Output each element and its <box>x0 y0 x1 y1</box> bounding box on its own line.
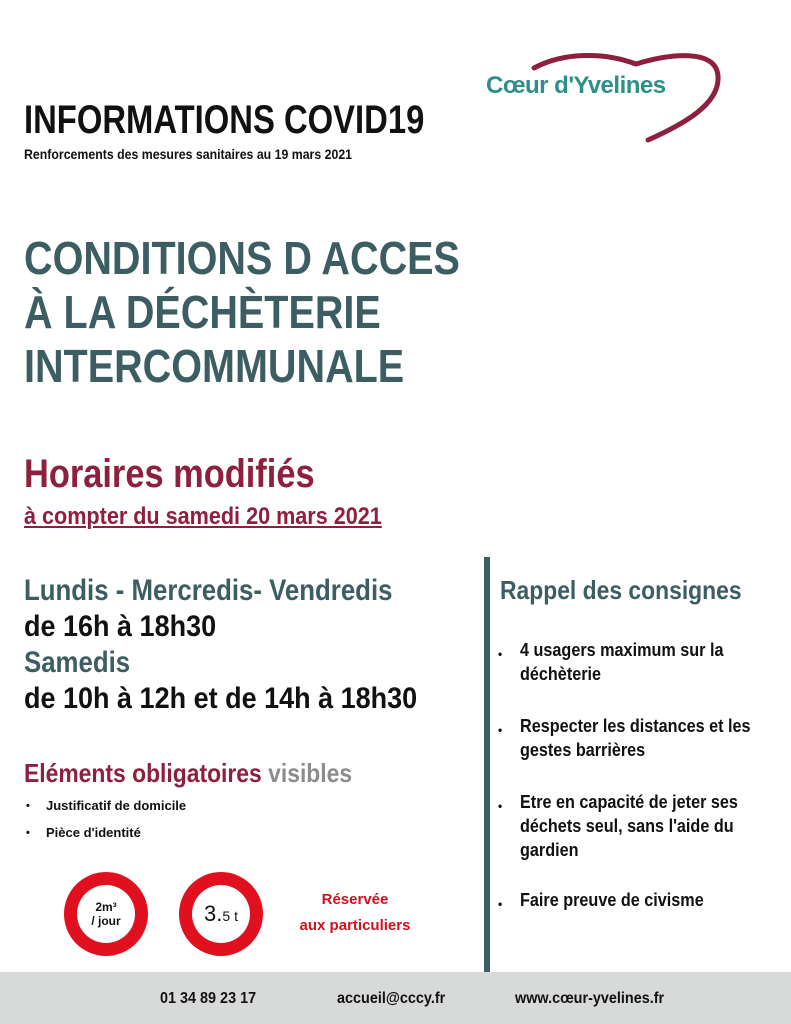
list-item <box>496 888 786 912</box>
weight-limit-decimal: 5 <box>222 908 231 924</box>
headline-line-1: CONDITIONS D ACCES <box>24 232 460 284</box>
elements-list <box>26 798 186 852</box>
elements-title <box>24 758 352 789</box>
rappel-item-text: 4 usagers maximum sur la déchèterie <box>520 640 724 684</box>
rappel-item-text: Etre en capacité de jeter ses déchets seul, sans l'aide du gardien <box>520 792 738 860</box>
logo-text: Cœur d'Yvelines <box>486 72 666 99</box>
list-item <box>496 638 786 686</box>
reserved-notice-line-1: Réservée <box>321 891 389 908</box>
rappel-item-text: Respecter les distances et les gestes barrières <box>520 716 751 760</box>
list-item <box>496 714 786 762</box>
weight-limit-value: 3. <box>204 901 223 926</box>
page-subtitle: Renforcements des mesures sanitaires au 19 mars 2021 <box>24 146 353 162</box>
horaires-title: Horaires modifiés <box>24 452 315 496</box>
headline-line-2: À LA DÉCHÈTERIE <box>24 286 381 338</box>
headline-line-3: INTERCOMMUNALE <box>24 340 405 392</box>
weight-limit-unit: t <box>230 908 238 924</box>
saturday-label: Samedis <box>24 646 131 679</box>
volume-limit-sign-icon <box>64 872 148 956</box>
list-item: • Pièce d'identité <box>26 825 186 852</box>
footer-email: accueil@cccy.fr <box>337 990 446 1007</box>
page-title: INFORMATIONS COVID19 <box>24 98 425 142</box>
list-item <box>496 790 786 862</box>
footer <box>0 972 791 1024</box>
reserved-notice <box>290 887 420 939</box>
horaires-date: à compter du samedi 20 mars 2021 <box>24 503 382 530</box>
elements-title-visible: visibles <box>268 758 353 788</box>
footer-phone: 01 34 89 23 17 <box>160 990 257 1007</box>
weekdays-label: Lundis - Mercredis- Vendredis <box>24 574 393 607</box>
elements-title-required: Eléments obligatoires <box>24 758 262 788</box>
volume-limit-value: 2m³ <box>95 900 117 914</box>
reserved-notice-line-2: aux particuliers <box>299 917 411 934</box>
rappel-title: Rappel des consignes <box>500 575 742 605</box>
vertical-divider <box>484 557 490 972</box>
footer-website: www.cœur-yvelines.fr <box>515 990 665 1007</box>
weight-limit-sign-icon <box>179 872 263 956</box>
rappel-item-text: Faire preuve de civisme <box>520 890 704 910</box>
list-item: • Justificatif de domicile <box>26 798 186 825</box>
saturday-hours: de 10h à 12h et de 14h à 18h30 <box>24 682 418 715</box>
volume-limit-period: / jour <box>91 914 121 928</box>
weekdays-hours: de 16h à 18h30 <box>24 610 217 643</box>
